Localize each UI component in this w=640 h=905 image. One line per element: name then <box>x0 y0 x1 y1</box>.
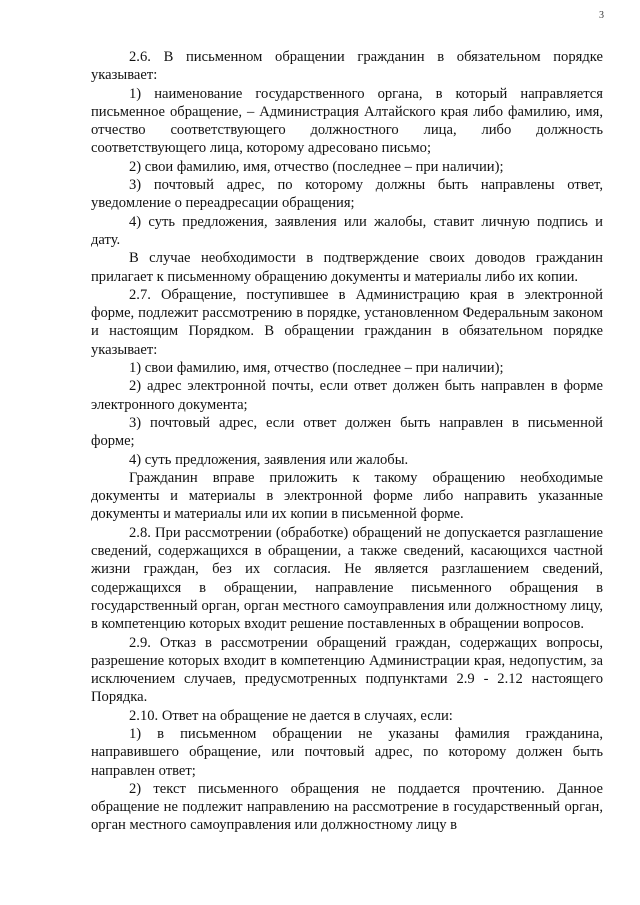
paragraph-2-7-item-4: 4) суть предложения, заявления или жалобы. <box>129 451 409 468</box>
paragraph-2-8: 2.8. При рассмотрении (обработке) обращений не допускается разглашение сведений, содержащихся в обращении, а также сведений, касающихся частной жизни граждан, без их согласия. Не является разглашением сведений, содержащихся в обращении, направление письменного обращения в государственный орган, орган местного самоуправления или должностному лицу, в компетенцию которых входит решение поставленных в обращении вопросов. <box>91 524 603 633</box>
page-number: 3 <box>599 10 604 21</box>
paragraph-2-10: 2.10. Ответ на обращение не дается в случаях, если: <box>129 707 453 724</box>
paragraph-2-7-item-3: 3) почтовый адрес, если ответ должен быть направлен в письменной форме; <box>91 414 603 450</box>
paragraph-2-7-item-1: 1) свои фамилию, имя, отчество (последнее – при наличии); <box>129 360 504 377</box>
paragraph-2-7: 2.7. Обращение, поступившее в Администрацию края в электронной форме, подлежит рассмотрению в порядке, установленном Федеральным законом и настоящим Порядком. В обращении гражданин в обязательном порядке указывает: <box>91 286 603 358</box>
paragraph-2-7-item-2: 2) адрес электронной почты, если ответ должен быть направлен в форме электронного документа; <box>91 378 603 413</box>
paragraph-electronic-attachments: Гражданин вправе приложить к такому обращению необходимые документы и материалы в электронной форме либо направить указанные документы и материалы или их копии в письменной форме. <box>91 469 603 523</box>
document-body <box>91 48 603 835</box>
paragraph-2-6-item-2: 2) свои фамилию, имя, отчество (последнее – при наличии); <box>129 158 504 175</box>
paragraph-2-6-item-3: 3) почтовый адрес, по которому должны быть направлены ответ, уведомление о переадресации обращения; <box>91 177 603 212</box>
paragraph-2-6-item-1: 1) наименование государственного органа, в который направляется письменное обращение, – Администрация Алтайского края либо фамилию, имя, отчество соответствующего должностного лица, либо должность соответствующего лица, которому адресовано письмо; <box>91 85 603 157</box>
paragraph-2-9: 2.9. Отказ в рассмотрении обращений граждан, содержащих вопросы, разрешение которых входит в компетенцию Администрации края, недопустим, за исключением случаев, предусмотренных подпунктами 2.9 - 2.12 настоящего Порядка. <box>91 634 603 706</box>
paragraph-2-6: 2.6. В письменном обращении гражданин в обязательном порядке указывает: <box>91 49 603 84</box>
paragraph-2-10-item-2: 2) текст письменного обращения не поддается прочтению. Данное обращение не подлежит направлению на рассмотрение в государственный орган, орган местного самоуправления или должностному лицу в <box>91 780 603 834</box>
paragraph-2-6-item-4: 4) суть предложения, заявления или жалобы, ставит личную подпись и дату. <box>91 213 603 248</box>
paragraph-2-10-item-1: 1) в письменном обращении не указаны фамилия гражданина, направившего обращение, или почтовый адрес, по которому должен быть направлен ответ; <box>91 725 603 779</box>
paragraph-attachments: В случае необходимости в подтверждение своих доводов гражданин прилагает к письменному обращению документы и материалы либо их копии. <box>91 250 603 285</box>
